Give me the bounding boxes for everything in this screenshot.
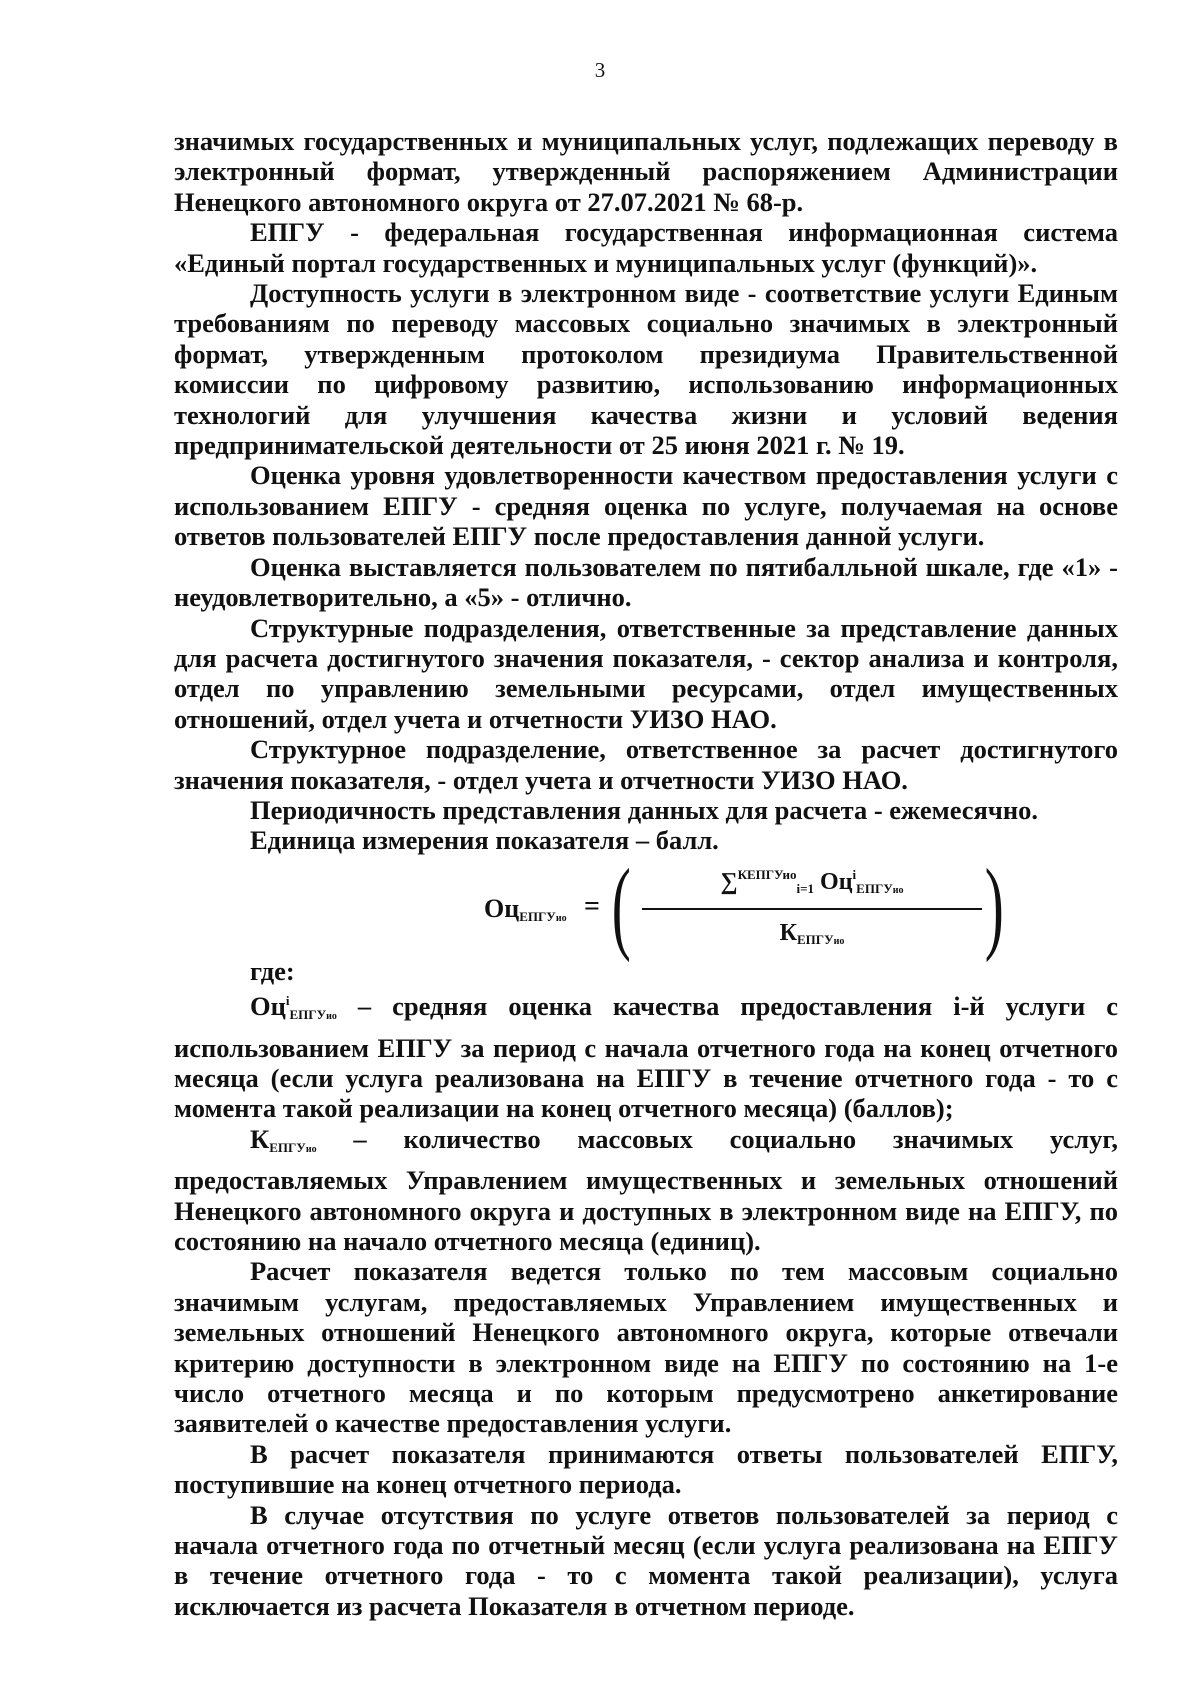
definition: $Оц^i_{ЕПГУио}$ – средняя оценка качества предоставления i-й услуги с использованием ЕПГУ за период с начала отчетного года на конец отчетного месяца (если услуга реализована на ЕПГУ в течение отчетного года - то с момента такой реализации на конец отчетного месяца) (баллов);: [174, 991, 1118, 1124]
paragraph: Оценка выставляется пользователем по пятибалльной шкале, где «1» - неудовлетворительно, а «5» - отлично.: [174, 551, 1118, 613]
definition-term: $Оц^i_{ЕПГУио}$: [250, 991, 337, 1023]
paragraph: Структурные подразделения, ответственные за представление данных для расчета достигнутого значения показателя, - сектор анализа и контроля, отдел по управлению земельными ресурсами, отдел имущественных отношений, отдел учета и отчетности УИЗО НАО.: [174, 612, 1118, 734]
paragraph: В случае отсутствия по услуге ответов пользователей за период с начала отчетного года по отчетный месяц (если услуга реализована на ЕПГУ в течение отчетного года - то с момента такой реализации), услуга исключается из расчета Показателя в отчетном периоде.: [174, 1499, 1118, 1621]
formula-equals: =: [584, 890, 600, 922]
definition-term: $К_{ЕПГУио}$: [250, 1123, 317, 1155]
paragraph: значимых государственных и муниципальных услуг, подлежащих переводу в электронный формат, утвержденный распоряжением Администрации Ненецкого автономного округа от 27.07.2021 № 68-р.: [174, 126, 1118, 217]
formula-lhs: $Оц_{ЕПГУио}$: [484, 893, 567, 924]
paragraph: Доступность услуги в электронном виде - соответствие услуги Единым требованиям по переводу массовых социально значимых в электронный формат, утвержденным протоколом президиума Правительственной комиссии по цифровому развитию, использованию информационных технологий для улучшения качества жизни и условий ведения предпринимательской деятельности от 25 июня 2021 г. № 19.: [174, 278, 1118, 461]
formula-fraction: [642, 860, 982, 958]
paragraph: Периодичность представления данных для расчета - ежемесячно.: [250, 794, 1038, 825]
paragraph: Расчет показателя ведется только по тем массовым социально значимым услугам, предоставляемых Управлением имущественных и земельных отношений Ненецкого автономного округа, которые отвечали критерию доступности в электронном виде на ЕПГУ по состоянию на 1-е число отчетного месяца и по которым предусмотрено анкетирование заявителей о качестве предоставления услуги.: [174, 1256, 1118, 1439]
formula-numerator: ∑$^{КЕПГУио}_{i=1}$ $Оц^i_{ЕПГУио}$: [642, 860, 982, 910]
definition: $К_{ЕПГУио}$ – количество массовых социально значимых услуг, предоставляемых Управлением имущественных и земельных отношений Ненецкого автономного округа и доступных в электронном виде на ЕПГУ, по состоянию на начало отчетного месяца (единиц).: [174, 1123, 1118, 1256]
formula: [174, 847, 1118, 963]
formula-right-paren: ): [984, 847, 1004, 963]
where-label: где:: [250, 955, 295, 986]
document-body: [174, 126, 1118, 1621]
page-number: 3: [594, 58, 606, 82]
formula-denominator: $К_{ЕПГУио}$: [779, 920, 845, 948]
paragraph: Структурное подразделение, ответственное за расчет достигнутого значения показателя, - отдел учета и отчетности УИЗО НАО.: [174, 734, 1118, 795]
paragraph: Оценка уровня удовлетворенности качеством предоставления услуги с использованием ЕПГУ - средняя оценка по услуге, получаемая на основе ответов пользователей ЕПГУ после предоставления данной услуги.: [174, 460, 1118, 552]
formula-left-paren: (: [611, 847, 631, 963]
paragraph: ЕПГУ - федеральная государственная информационная система «Единый портал государственных и муниципальных услуг (функций)».: [174, 217, 1118, 278]
paragraph: В расчет показателя принимаются ответы пользователей ЕПГУ, поступившие на конец отчетного периода.: [174, 1438, 1118, 1500]
paragraph: Единица измерения показателя – балл.: [250, 825, 719, 856]
